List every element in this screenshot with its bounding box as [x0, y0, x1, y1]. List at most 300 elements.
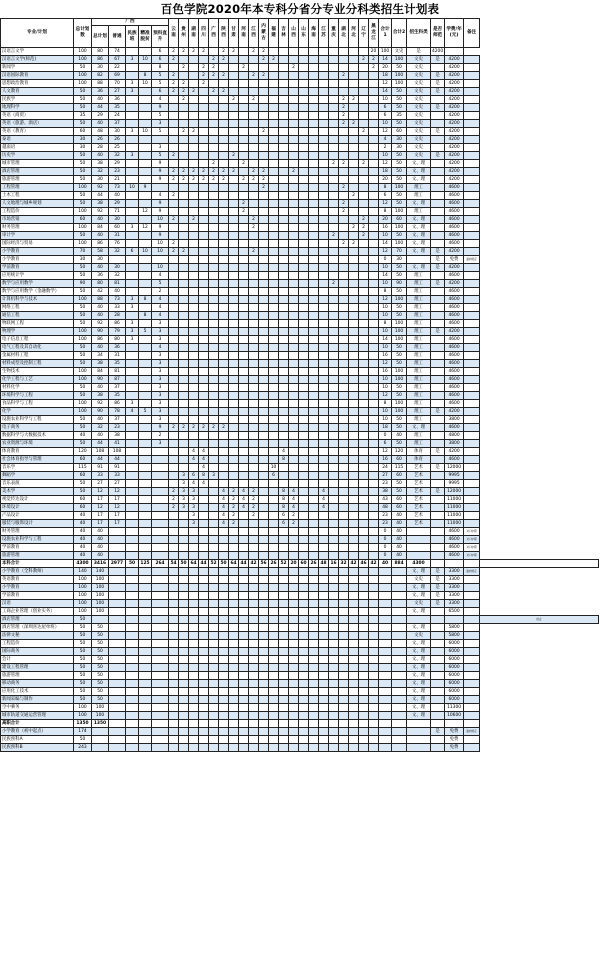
table-cell	[349, 152, 359, 160]
table-cell: 50	[74, 736, 92, 744]
table-cell	[309, 392, 319, 400]
table-cell	[209, 616, 219, 624]
table-cell	[309, 536, 319, 544]
table-cell	[126, 648, 139, 656]
table-cell	[139, 712, 152, 720]
table-cell	[369, 320, 379, 328]
table-cell	[269, 312, 279, 320]
table-cell	[369, 144, 379, 152]
table-cell	[199, 392, 209, 400]
table-cell: 9	[139, 184, 152, 192]
table-cell: 50	[392, 288, 407, 296]
table-cell	[269, 352, 279, 360]
table-cell	[329, 528, 339, 536]
table-cell	[392, 568, 407, 576]
table-cell	[229, 456, 239, 464]
table-cell	[109, 600, 126, 608]
table-cell	[219, 416, 229, 424]
table-cell	[219, 552, 229, 560]
table-cell: 3	[152, 408, 169, 416]
table-cell	[464, 672, 480, 680]
table-cell: 4600	[445, 392, 464, 400]
table-cell: 2	[249, 248, 259, 256]
table-cell	[299, 536, 309, 544]
table-cell	[379, 664, 392, 672]
table-cell	[249, 160, 259, 168]
table-cell	[279, 328, 289, 336]
table-cell: 5	[152, 112, 169, 120]
table-cell: 50	[74, 616, 92, 624]
table-cell	[359, 584, 369, 592]
table-cell	[289, 408, 299, 416]
table-cell	[407, 528, 431, 536]
table-cell	[249, 208, 259, 216]
table-cell	[319, 680, 329, 688]
table-cell	[189, 368, 199, 376]
table-cell	[329, 544, 339, 552]
table-cell	[209, 216, 219, 224]
table-cell	[279, 704, 289, 712]
table-cell	[169, 320, 179, 328]
table-cell: 40	[74, 536, 92, 544]
table-cell	[209, 536, 219, 544]
table-row	[1, 136, 599, 144]
table-cell	[219, 136, 229, 144]
table-cell: 2	[169, 152, 179, 160]
table-cell	[169, 408, 179, 416]
table-cell: 100	[74, 704, 92, 712]
table-cell	[289, 320, 299, 328]
table-cell	[189, 72, 199, 80]
table-cell	[259, 552, 269, 560]
table-cell: 是	[431, 728, 445, 736]
table-cell	[279, 640, 289, 648]
table-cell	[369, 496, 379, 504]
table-cell: 44	[240, 561, 247, 566]
table-cell: 2	[239, 160, 249, 168]
table-cell	[309, 304, 319, 312]
table-cell: 50	[74, 344, 92, 352]
table-cell	[209, 528, 219, 536]
table-cell	[189, 640, 199, 648]
table-cell	[229, 656, 239, 664]
table-cell	[279, 208, 289, 216]
table-cell: 2	[259, 56, 269, 64]
table-cell: 100	[74, 408, 92, 416]
table-cell: 3	[126, 80, 139, 88]
table-cell	[289, 744, 299, 752]
table-cell	[179, 224, 189, 232]
table-cell	[219, 120, 229, 128]
major-cell: 汉语	[1, 600, 74, 608]
table-cell: 44	[92, 104, 109, 112]
table-cell: 文史	[392, 48, 407, 56]
table-cell	[249, 232, 259, 240]
table-cell	[379, 744, 392, 752]
table-cell	[239, 424, 249, 432]
table-row	[1, 616, 599, 624]
table-cell	[279, 696, 289, 704]
table-cell	[359, 712, 369, 720]
table-cell	[239, 240, 249, 248]
table-cell	[299, 264, 309, 272]
table-cell	[249, 296, 259, 304]
table-cell	[259, 456, 269, 464]
table-cell	[269, 616, 279, 624]
table-cell	[359, 288, 369, 296]
table-cell: 23	[109, 168, 126, 176]
table-cell	[139, 504, 152, 512]
table-cell	[269, 480, 279, 488]
table-cell	[379, 616, 392, 624]
table-cell	[329, 272, 339, 280]
table-cell	[359, 408, 369, 416]
table-cell: 100	[74, 600, 92, 608]
table-cell	[289, 712, 299, 720]
table-cell	[349, 584, 359, 592]
table-cell: 4200	[445, 280, 464, 288]
table-cell	[109, 624, 126, 632]
table-cell: 28	[109, 312, 126, 320]
table-cell	[239, 88, 249, 96]
table-cell	[299, 136, 309, 144]
table-cell	[464, 320, 480, 328]
table-row	[1, 704, 599, 712]
table-cell: 60	[392, 216, 407, 224]
table-cell	[299, 312, 309, 320]
table-cell	[269, 552, 279, 560]
table-cell	[199, 144, 209, 152]
table-cell	[269, 424, 279, 432]
table-cell: 12	[109, 488, 126, 496]
table-cell	[209, 112, 219, 120]
table-cell	[464, 520, 480, 528]
table-cell	[329, 224, 339, 232]
table-cell	[464, 664, 480, 672]
table-cell	[259, 688, 269, 696]
table-cell	[209, 704, 219, 712]
table-cell	[369, 632, 379, 640]
table-cell: 82	[92, 72, 109, 80]
table-cell	[249, 120, 259, 128]
table-cell	[179, 640, 189, 648]
table-cell	[126, 256, 139, 264]
table-cell	[229, 584, 239, 592]
table-cell	[259, 224, 269, 232]
table-cell: 8	[379, 320, 392, 328]
table-cell: 27	[109, 88, 126, 96]
table-cell	[139, 672, 152, 680]
table-row	[1, 392, 599, 400]
table-cell: 4200	[445, 72, 464, 80]
table-cell	[309, 664, 319, 672]
table-cell	[109, 584, 126, 592]
table-cell	[299, 240, 309, 248]
table-cell	[319, 336, 329, 344]
table-cell	[209, 736, 219, 744]
table-cell: 50	[392, 424, 407, 432]
table-cell	[349, 368, 359, 376]
table-cell: 3800	[445, 440, 464, 448]
table-cell	[309, 456, 319, 464]
table-cell: 0	[379, 256, 392, 264]
table-cell	[359, 568, 369, 576]
table-cell: 文、理	[407, 664, 431, 672]
table-cell	[259, 672, 269, 680]
table-cell	[126, 368, 139, 376]
table-cell	[349, 432, 359, 440]
table-cell	[259, 576, 269, 584]
table-cell: 23	[109, 424, 126, 432]
table-cell	[189, 416, 199, 424]
table-cell	[319, 648, 329, 656]
table-cell	[392, 616, 407, 624]
table-cell: 40	[92, 232, 109, 240]
table-cell	[139, 592, 152, 600]
table-cell	[209, 392, 219, 400]
table-cell: 35	[109, 104, 126, 112]
table-cell: 81	[109, 368, 126, 376]
table-cell	[126, 352, 139, 360]
total-row	[1, 720, 599, 728]
table-cell	[229, 104, 239, 112]
table-cell	[319, 712, 329, 720]
table-cell	[239, 280, 249, 288]
table-cell: 文史	[407, 56, 431, 64]
table-cell	[369, 136, 379, 144]
table-cell	[259, 728, 269, 736]
table-cell	[464, 184, 480, 192]
table-cell	[299, 528, 309, 536]
table-cell	[199, 416, 209, 424]
major-cell: 小学教育（全科教师）	[1, 568, 74, 576]
table-cell	[229, 440, 239, 448]
table-cell	[279, 616, 289, 624]
table-cell	[464, 608, 480, 616]
table-cell	[329, 128, 339, 136]
table-cell	[309, 328, 319, 336]
table-cell	[139, 200, 152, 208]
table-cell	[289, 632, 299, 640]
table-cell	[239, 456, 249, 464]
table-cell: 36	[109, 344, 126, 352]
table-cell: 79	[109, 328, 126, 336]
table-row	[1, 712, 599, 720]
table-cell: 2	[209, 160, 219, 168]
table-cell	[289, 144, 299, 152]
table-cell	[259, 640, 269, 648]
table-cell	[464, 128, 480, 136]
table-cell	[329, 400, 339, 408]
table-cell	[239, 56, 249, 64]
table-cell	[269, 240, 279, 248]
table-cell	[329, 304, 339, 312]
table-cell: 10	[139, 248, 152, 256]
table-cell	[289, 456, 299, 464]
table-cell	[169, 328, 179, 336]
table-cell	[179, 216, 189, 224]
table-cell: 2	[249, 168, 259, 176]
table-cell	[464, 744, 480, 752]
table-cell	[249, 616, 259, 624]
table-cell	[339, 432, 349, 440]
table-cell	[339, 736, 349, 744]
table-cell	[152, 624, 169, 632]
table-cell	[179, 392, 189, 400]
table-cell	[239, 312, 249, 320]
table-cell	[259, 416, 269, 424]
table-cell	[239, 608, 249, 616]
table-cell	[359, 240, 369, 248]
table-cell	[431, 272, 445, 280]
table-cell	[349, 392, 359, 400]
table-cell	[299, 232, 309, 240]
table-cell: 40	[92, 96, 109, 104]
table-cell	[379, 712, 392, 720]
table-cell	[279, 656, 289, 664]
table-cell	[179, 672, 189, 680]
table-cell: 2	[199, 176, 209, 184]
table-cell: 是	[431, 128, 445, 136]
table-cell	[219, 336, 229, 344]
table-cell	[152, 552, 169, 560]
table-cell: 2	[229, 520, 239, 528]
table-cell	[152, 656, 169, 664]
table-cell	[299, 744, 309, 752]
table-cell	[239, 368, 249, 376]
table-cell	[209, 320, 219, 328]
table-cell	[289, 688, 299, 696]
table-cell: 3	[152, 384, 169, 392]
major-cell: 电气工程及其自动化	[1, 344, 74, 352]
table-cell	[369, 432, 379, 440]
table-cell: 0	[379, 552, 392, 560]
table-cell	[289, 696, 299, 704]
table-cell	[179, 336, 189, 344]
table-cell	[339, 568, 349, 576]
table-cell	[179, 408, 189, 416]
table-cell	[229, 184, 239, 192]
table-cell	[299, 624, 309, 632]
table-cell	[431, 688, 445, 696]
table-cell	[349, 64, 359, 72]
table-cell	[239, 472, 249, 480]
table-cell	[279, 216, 289, 224]
table-cell	[139, 664, 152, 672]
table-cell	[229, 144, 239, 152]
table-cell	[259, 680, 269, 688]
table-cell	[464, 440, 480, 448]
table-cell: 17	[109, 512, 126, 520]
table-cell	[229, 208, 239, 216]
table-row	[1, 512, 599, 520]
table-cell: 32	[340, 561, 347, 566]
major-cell: 美术学	[1, 488, 74, 496]
table-cell	[199, 208, 209, 216]
table-cell: 26	[310, 561, 317, 566]
table-cell	[329, 120, 339, 128]
table-cell	[369, 544, 379, 552]
table-cell	[189, 264, 199, 272]
table-cell	[219, 632, 229, 640]
table-cell	[199, 248, 209, 256]
major-cell: 移动商务	[1, 680, 74, 688]
table-cell	[139, 48, 152, 56]
table-cell	[239, 96, 249, 104]
table-cell: 文、理	[407, 688, 431, 696]
table-cell	[199, 632, 209, 640]
table-cell	[199, 648, 209, 656]
table-cell	[359, 472, 369, 480]
table-cell	[169, 352, 179, 360]
table-cell	[109, 720, 126, 728]
table-cell	[319, 248, 329, 256]
table-cell	[259, 200, 269, 208]
table-cell	[339, 152, 349, 160]
table-cell: 2	[289, 168, 299, 176]
table-cell	[299, 336, 309, 344]
table-cell	[179, 568, 189, 576]
table-cell: 免费	[445, 256, 464, 264]
table-cell: 50	[74, 200, 92, 208]
table-cell	[269, 704, 279, 712]
table-cell	[189, 376, 199, 384]
table-cell: 21	[109, 176, 126, 184]
table-cell	[339, 528, 349, 536]
table-cell	[179, 144, 189, 152]
table-cell: 2	[209, 56, 219, 64]
table-cell	[379, 736, 392, 744]
table-row	[1, 280, 599, 288]
table-cell	[299, 344, 309, 352]
table-cell	[126, 640, 139, 648]
table-cell: 29	[109, 160, 126, 168]
table-cell	[179, 344, 189, 352]
table-cell	[289, 352, 299, 360]
table-cell	[269, 232, 279, 240]
table-cell	[464, 488, 480, 496]
table-cell	[329, 736, 339, 744]
table-cell	[199, 640, 209, 648]
table-cell: 文、理	[407, 648, 431, 656]
table-cell	[269, 448, 279, 456]
table-cell	[369, 600, 379, 608]
table-cell	[309, 584, 319, 592]
table-cell	[179, 576, 189, 584]
table-cell	[239, 576, 249, 584]
table-cell	[431, 512, 445, 520]
table-cell	[319, 224, 329, 232]
table-cell: 3416	[92, 560, 109, 568]
table-cell	[259, 80, 269, 88]
table-cell	[431, 384, 445, 392]
col-note: 备注	[464, 19, 480, 48]
table-row	[1, 672, 599, 680]
table-cell: 3	[189, 496, 199, 504]
table-cell	[209, 152, 219, 160]
table-cell	[359, 352, 369, 360]
table-cell	[299, 80, 309, 88]
table-cell	[259, 720, 269, 728]
table-cell: 理工	[407, 320, 431, 328]
table-cell	[229, 592, 239, 600]
table-cell	[249, 352, 259, 360]
table-cell: 4600	[445, 352, 464, 360]
table-cell	[179, 728, 189, 736]
table-cell	[319, 416, 329, 424]
table-cell	[269, 544, 279, 552]
table-cell	[309, 704, 319, 712]
